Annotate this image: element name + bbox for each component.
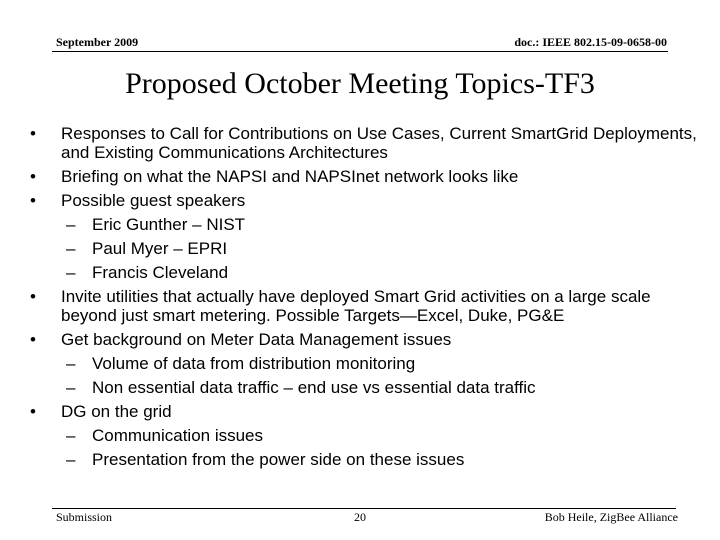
sub-bullet-item xyxy=(30,239,700,258)
footer-divider xyxy=(52,508,676,509)
bullet-text: DG on the grid xyxy=(61,402,172,421)
header-doc-id: doc.: IEEE 802.15-09-0658-00 xyxy=(514,35,667,49)
bullet-text: Get background on Meter Data Management issues xyxy=(61,330,452,349)
sub-bullet-item xyxy=(30,450,700,469)
sub-bullet-marker: – xyxy=(66,378,76,397)
sub-bullet-text: Non essential data traffic – end use vs essential data traffic xyxy=(92,378,536,397)
sub-bullet-marker: – xyxy=(66,263,76,282)
footer-submission: Submission xyxy=(56,510,113,524)
sub-bullet-marker: – xyxy=(66,239,76,258)
bullet-marker: • xyxy=(30,167,36,186)
footer-author: Bob Heile, ZigBee Alliance xyxy=(544,510,678,524)
sub-bullet-item xyxy=(30,426,700,445)
page-number: 20 xyxy=(354,510,366,524)
bullet-marker: • xyxy=(30,124,36,143)
bullet-marker: • xyxy=(30,330,36,349)
bullet-text: Responses to Call for Contributions on Use Cases, Current SmartGrid Deployments, and Existing Communications Architectures xyxy=(61,124,697,162)
sub-bullet-marker: – xyxy=(66,450,76,469)
bullet-item xyxy=(30,167,700,186)
bullet-item xyxy=(30,191,700,210)
bullet-item xyxy=(30,287,700,325)
bullet-marker: • xyxy=(30,402,36,421)
header-date: September 2009 xyxy=(56,35,139,49)
sub-bullet-text: Francis Cleveland xyxy=(92,263,229,282)
bullet-item xyxy=(30,330,700,349)
sub-bullet-item xyxy=(30,263,700,282)
sub-bullet-text: Paul Myer – EPRI xyxy=(92,239,228,258)
sub-bullet-item xyxy=(30,378,700,397)
bullet-list xyxy=(30,124,700,469)
sub-bullet-marker: – xyxy=(66,426,76,445)
sub-bullet-marker: – xyxy=(66,215,76,234)
bullet-item xyxy=(30,124,700,162)
sub-bullet-text: Eric Gunther – NIST xyxy=(92,215,246,234)
slide-title: Proposed October Meeting Topics-TF3 xyxy=(125,67,595,100)
bullet-marker: • xyxy=(30,191,36,210)
bullet-item xyxy=(30,402,700,421)
bullet-text: Possible guest speakers xyxy=(61,191,246,210)
sub-bullet-text: Presentation from the power side on these issues xyxy=(92,450,465,469)
header-divider xyxy=(52,51,668,52)
bullet-marker: • xyxy=(30,287,36,306)
bullet-text: Briefing on what the NAPSI and NAPSInet network looks like xyxy=(61,167,519,186)
sub-bullet-marker: – xyxy=(66,354,76,373)
sub-bullet-item xyxy=(30,215,700,234)
bullet-text: Invite utilities that actually have deployed Smart Grid activities on a large scale beyond just smart metering. Possible Targets—Excel, Duke, PG&E xyxy=(61,287,651,325)
sub-bullet-item xyxy=(30,354,700,373)
sub-bullet-text: Communication issues xyxy=(92,426,264,445)
sub-bullet-text: Volume of data from distribution monitoring xyxy=(92,354,416,373)
